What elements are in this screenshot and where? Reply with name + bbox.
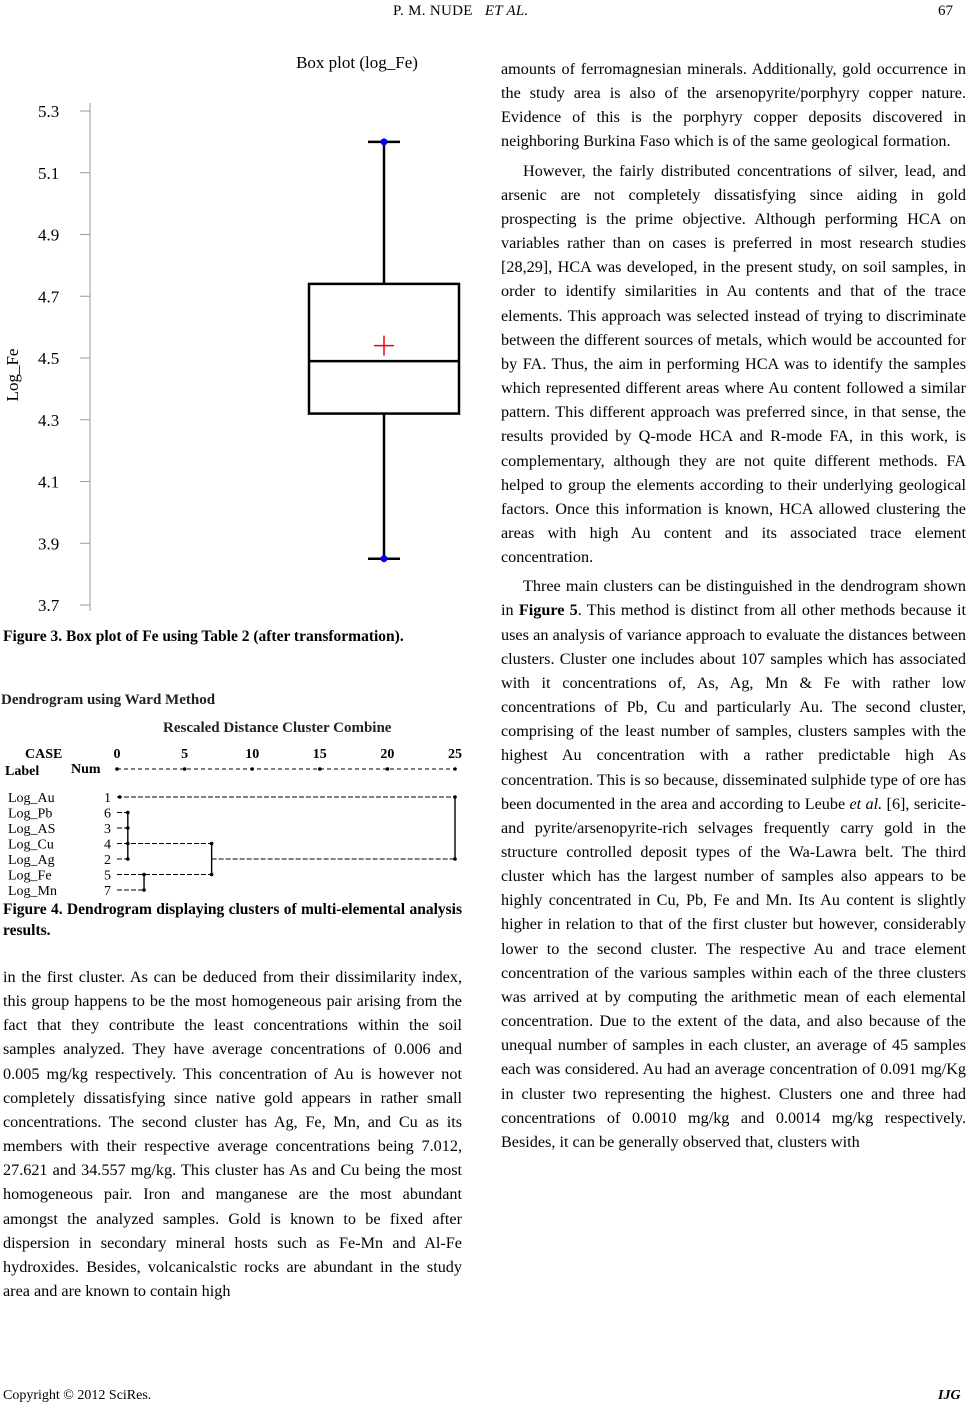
scale-tick (453, 767, 457, 771)
case-num: 1 (104, 791, 111, 806)
page-number: 67 (938, 3, 953, 19)
case-label: Log_AS (8, 822, 56, 837)
running-author-etal: ET AL. (484, 3, 529, 19)
figure-4-dendrogram (0, 686, 470, 899)
dendrogram-title: Dendrogram using Ward Method (1, 692, 216, 708)
scale-tick-label: 20 (380, 747, 395, 762)
y-tick-label: 5.3 (38, 102, 60, 121)
scale-tick (318, 767, 322, 771)
figure-3-caption: Figure 3. Box plot of Fe using Table 2 (after transformation). (3, 628, 404, 645)
case-num: 6 (104, 806, 111, 822)
figure-4-caption: Figure 4. Dendrogram displaying clusters of multi-elemental analysis results. (3, 901, 462, 939)
scale-tick-label: 25 (448, 747, 462, 762)
max-point (381, 138, 388, 145)
tree-node (118, 795, 122, 799)
scale-tick-label: 5 (181, 747, 189, 762)
journal-abbrev: IJG (938, 1388, 961, 1403)
num-header: Num (71, 762, 101, 777)
case-label: Log_Pb (8, 806, 53, 822)
y-tick-label: 4.5 (38, 349, 60, 368)
case-label: Log_Fe (8, 868, 52, 884)
y-tick-label: 4.1 (38, 472, 60, 492)
scale-tick (183, 767, 187, 771)
case-label: Log_Ag (8, 853, 55, 868)
figure-5-ref[interactable]: Figure 5 (518, 601, 578, 620)
min-point (381, 555, 388, 562)
chart-title: Box plot (log_Fe) (296, 53, 418, 72)
label-header: Label (5, 764, 40, 779)
et-al: et al. (849, 794, 883, 813)
case-num: 3 (104, 822, 111, 837)
case-num: 4 (104, 837, 111, 853)
right-paragraph-2: However, the fairly distributed concentrations of silver, lead, and arsenic are not completely dissatisfying since aiding in gold prospecting is the prime objective. Although performing HCA on variables rather than on cases is preferred in most research studies [28,29], HCA was developed, in the present study, on soil samples, in order to identify similarities in Au contents and that of the trace elements. This approach was selected instead of trying to discriminate between the different sources of metals, which would be accounted for by FA. Thus, the aim in performing HCA was to identify the samples which represented different areas where Au content followed a similar pattern. This different approach was preferred since, in that sense, the results provided by Q-mode HCA and R-mode FA, in this work, is complementary, although they are not quite different methods. FA helped to group the elements according to their underlying geological factors. Once this information is known, HCA allowed clustering the areas with high Au content and its associated trace element concentration. (501, 161, 966, 567)
y-tick-label: 3.7 (38, 596, 60, 615)
case-header: CASE (25, 747, 63, 762)
scale-tick (250, 767, 254, 771)
running-author: P. M. NUDE ET AL. (393, 3, 529, 19)
right-paragraph-3: Three main clusters can be distinguished in the dendrogram shown in Figure 5. This method is distinct from all other methods because it uses an analysis of variance approach to evaluate the distances between clusters. Cluster one includes about 107 samples which has associated with it concentrations of, As, Ag, Mn & Fe with rather low concentrations of Pb, Cu and particularly Au. The second cluster, comprising of the least number of samples, clusters samples with the highest Au concentration with a rather predictable high As concentration. This is so because, disseminated sulphide type of ore has been documented in the area and according to Leube et al. [6], sericite- and pyrite/arsenopyrite-rich selvages frequently carry gold in the structure controlled deposit types of the Wa-Lawra belt. The third cluster which has the largest number of samples also appears to be highly concentrated in Cu, Pb, Fe and Mn. Its Au content is slightly higher in relation to that of the first cluster but however, considerably lower to the second cluster. The respective Au and trace element concentration of the various samples within each of the three clusters was arrived at by computing the arithmetic mean of each elemental concentration. Due to the extent of the data, and also because of the unequal number of samples in each cluster, an average of 45 samples each was considered. Au had an average concentration of 0.091 mg/Kg in cluster two representing the highest. Clusters one and three had concentrations of 0.0010 mg/kg and 0.0014 mg/kg respectively. Besides, it can be generally observed that, clusters with (501, 577, 966, 1151)
y-axis-label: Log_Fe (3, 348, 22, 402)
case-num: 2 (104, 853, 111, 868)
y-tick-label: 3.9 (38, 534, 60, 554)
dendrogram-subtitle: Rescaled Distance Cluster Combine (163, 720, 392, 736)
scale-tick-label: 10 (245, 747, 260, 762)
y-tick-label: 4.9 (38, 225, 60, 245)
scale-tick (386, 767, 390, 771)
left-paragraph: in the first cluster. As can be deduced from their dissimilarity index, this group happens to be the most homogeneous pair arising from the fact that they contribute the least concentrations within the soil samples analyzed. They have average concentrations of 0.006 and 0.005 mg/kg respectively. This concentration of Au is however not completely dissatisfying since native gold appears in rather small concentrations. The second cluster has Ag, Fe, Mn, and Cu as its members with their respective average concentrations being 7.012, 27.621 and 34.557 mg/kg. This cluster has As and Cu being the most homogeneous pair. Iron and manganese are the most abundant amongst the analyzed samples. Gold is known to be fixed after dispersion in secondary mineral hosts such as Fe-Mn and Al-Fe hydroxides. Besides, volcanicalstic rocks are abundant in the study area and are known to contain high (3, 968, 462, 1301)
left-column (3, 965, 462, 1303)
y-tick-label: 4.3 (38, 410, 60, 430)
right-column (501, 57, 966, 1154)
case-label: Log_Mn (8, 884, 57, 899)
y-tick-label: 5.1 (38, 163, 60, 183)
mean-marker (374, 336, 394, 356)
figure-3-boxplot (0, 45, 470, 620)
case-label: Log_Au (8, 791, 55, 806)
case-num: 7 (104, 884, 111, 899)
plot-area (309, 138, 459, 562)
page-header (0, 0, 969, 30)
y-tick-label: 4.7 (38, 287, 60, 307)
dendrogram-scale (114, 747, 463, 771)
copyright: Copyright © 2012 SciRes. (3, 1388, 152, 1403)
dendrogram-tree (117, 795, 457, 892)
case-label: Log_Cu (8, 837, 54, 853)
scale-tick-label: 0 (113, 747, 121, 762)
dendrogram-cases (8, 791, 111, 899)
case-num: 5 (104, 868, 111, 884)
scale-tick (115, 767, 119, 771)
y-axis (38, 102, 90, 615)
scale-tick-label: 15 (312, 747, 327, 762)
right-paragraph-1: amounts of ferromagnesian minerals. Additionally, gold occurrence in the study area is also of the arsenopyrite/porphyry copper nature. Evidence of this is the porphyry copper deposits discovered in neighboring Burkina Faso which is of the same geological formation. (501, 60, 966, 151)
